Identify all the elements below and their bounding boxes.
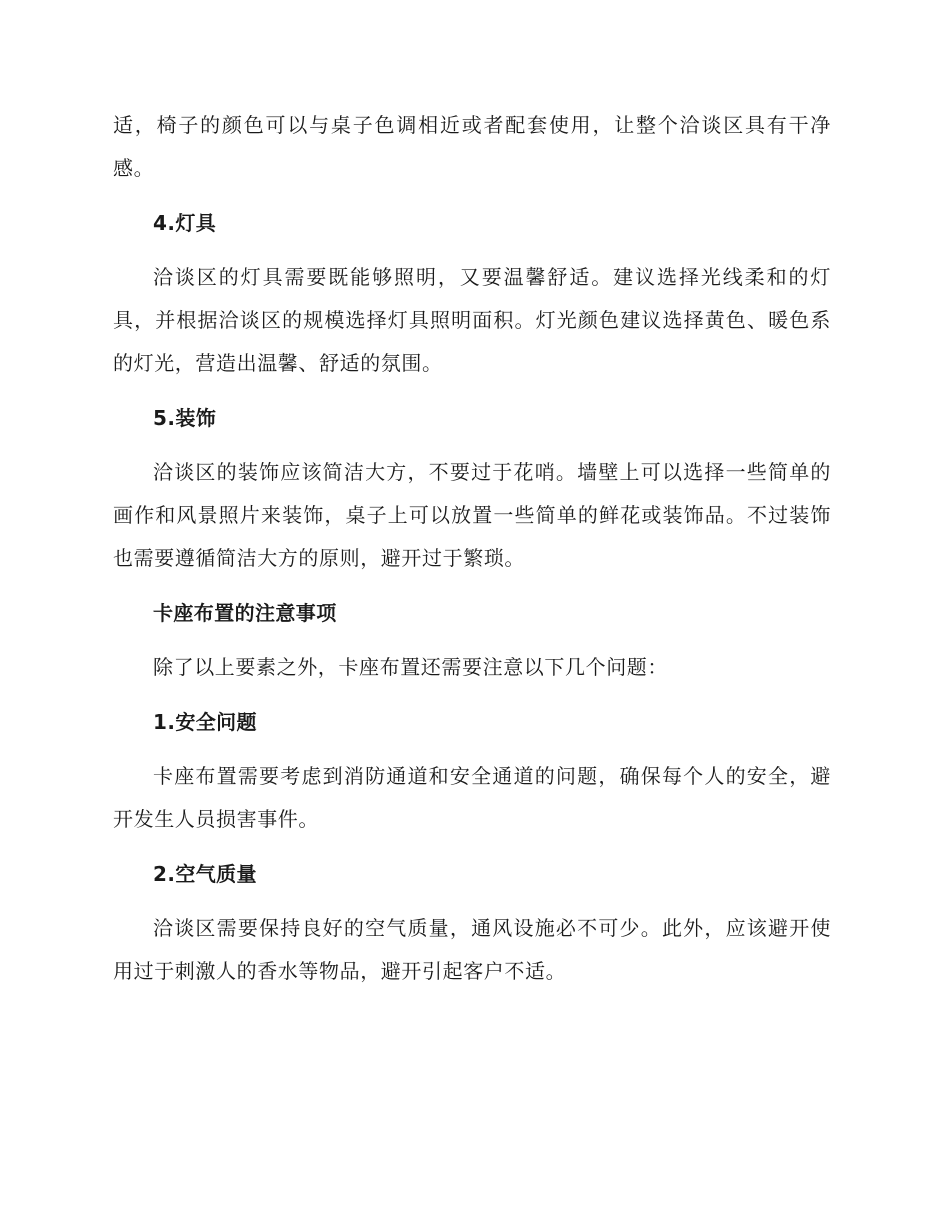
paragraph-decoration: 洽谈区的装饰应该简洁大方，不要过于花哨。墙壁上可以选择一些简单的画作和风景照片来装饰，桌子上可以放置一些简单的鲜花或装饰品。不过装饰也需要遵循简洁大方的原则，避开过于繁琐。 — [113, 460, 831, 570]
heading-decoration: 5.装饰 — [153, 406, 217, 430]
paragraph-lighting: 洽谈区的灯具需要既能够照明，又要温馨舒适。建议选择光线柔和的灯具，并根据洽谈区的规模选择灯具照明面积。灯光颜色建议选择黄色、暖色系的灯光，营造出温馨、舒适的氛围。 — [113, 265, 831, 375]
heading-air-quality: 2.空气质量 — [153, 862, 257, 886]
paragraph-air-quality: 洽谈区需要保持良好的空气质量，通风设施必不可少。此外，应该避开使用过于刺激人的香水等物品，避开引起客户不适。 — [113, 916, 831, 983]
heading-lighting: 4.灯具 — [153, 211, 217, 235]
paragraph-safety: 卡座布置需要考虑到消防通道和安全通道的问题，确保每个人的安全，避开发生人员损害事件。 — [113, 764, 831, 831]
heading-safety: 1.安全问题 — [153, 710, 257, 734]
paragraph-chair-color: 适，椅子的颜色可以与桌子色调相近或者配套使用，让整个洽谈区具有干净感。 — [113, 113, 831, 180]
paragraph-booth-intro: 除了以上要素之外，卡座布置还需要注意以下几个问题： — [153, 655, 668, 679]
document-page — [113, 104, 831, 1005]
heading-booth-notes: 卡座布置的注意事项 — [153, 601, 337, 625]
